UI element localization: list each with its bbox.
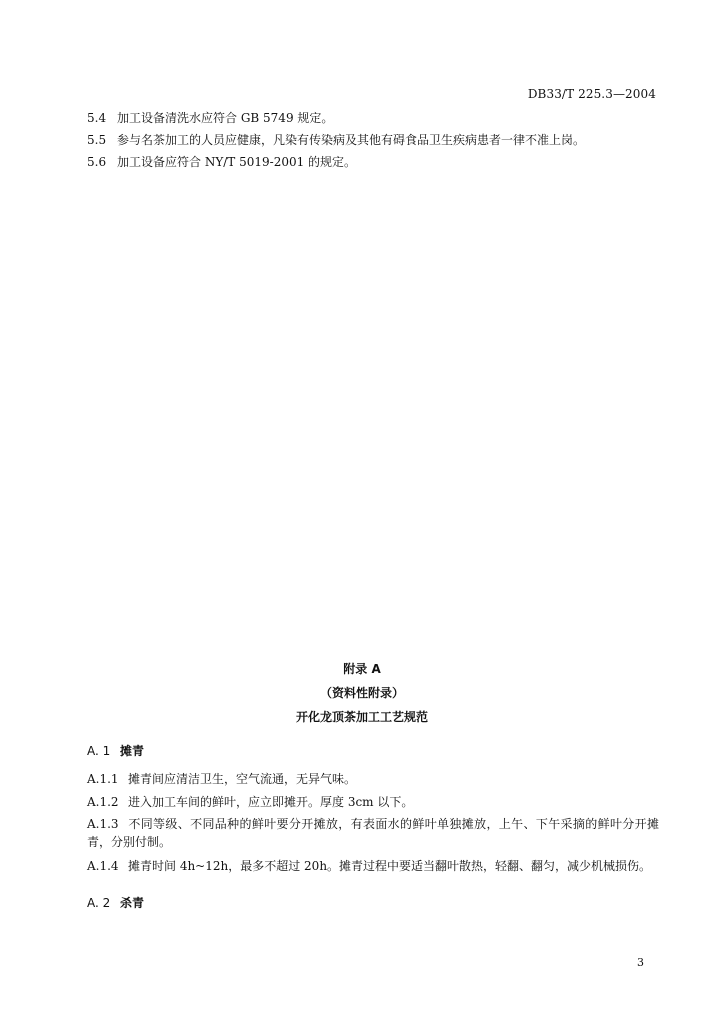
page-number: 3	[637, 956, 644, 969]
section-heading-a1	[87, 742, 144, 759]
section-title: 杀青	[120, 896, 145, 910]
item-number: A.1.1	[87, 772, 119, 786]
section-number: A. 1	[87, 744, 111, 758]
clause-number: 5.4	[87, 111, 107, 125]
item-number: A.1.2	[87, 795, 119, 809]
annex-note: （资料性附录）	[319, 686, 404, 700]
item-a-1-1	[87, 770, 659, 788]
item-number: A.1.4	[87, 859, 119, 873]
section-title: 摊青	[120, 744, 145, 758]
clause-5-4	[87, 109, 659, 127]
section-heading-a2	[87, 894, 144, 911]
annex-name: 开化龙顶茶加工工艺规范	[295, 710, 428, 724]
clause-text: 参与名茶加工的人员应健康，凡染有传染病及其他有碍食品卫生疾病患者一律不准上岗。	[117, 133, 586, 147]
clause-number: 5.5	[87, 133, 107, 147]
clause-text: 加工设备应符合 NY/T 5019-2001 的规定。	[117, 155, 357, 169]
item-text: 不同等级、不同品种的鲜叶要分开摊放，有表面水的鲜叶单独摊放，上午、下午采摘的鲜叶分开摊青，分别付制。	[87, 817, 659, 849]
clause-5-6	[87, 153, 659, 171]
clause-5-5	[87, 131, 659, 149]
item-number: A.1.3	[87, 817, 119, 831]
annex-title: 附录 A	[343, 662, 381, 676]
item-text: 摊青间应清洁卫生，空气流通，无异气味。	[128, 772, 357, 786]
item-text: 进入加工车间的鲜叶，应立即摊开。厚度 3cm 以下。	[128, 795, 414, 809]
item-a-1-4	[87, 857, 659, 875]
standard-code: DB33/T 225.3—2004	[527, 87, 656, 101]
item-text: 摊青时间 4h~12h，最多不超过 20h。摊青过程中要适当翻叶散热，轻翻、翻匀，减少机械损伤。	[128, 859, 652, 873]
clause-text: 加工设备清洗水应符合 GB 5749 规定。	[117, 111, 334, 125]
clause-number: 5.6	[87, 155, 107, 169]
item-a-1-2	[87, 793, 659, 811]
section-number: A. 2	[87, 896, 111, 910]
item-a-1-3	[87, 815, 659, 851]
